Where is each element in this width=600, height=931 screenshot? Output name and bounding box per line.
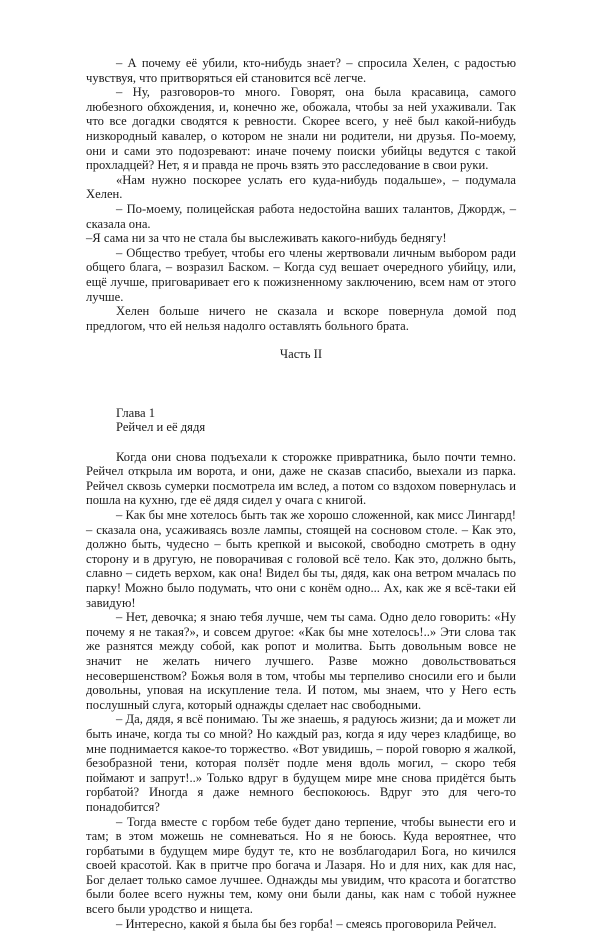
document-page — [86, 56, 516, 931]
paragraph: – Нет, девочка; я знаю тебя лучше, чем ты сама. Одно дело говорить: «Ну почему я не такая?», и совсем другое: «Как бы мне хотелось!..» Эти слова так же разнятся между собой, как ропот и молитва. Быть довольным вовсе не значит не желать ничего лучшего. Разве можно довольствоваться несовершенством? Божья воля в том, чтобы мы терпеливо сносили его и были довольны, уповая на искупление тела. И потом, мы знаем, что у Него есть послушный слуга, который однажды сделает нас свободными. — [86, 610, 516, 712]
paragraph: – По-моему, полицейская работа недостойна ваших талантов, Джордж, – сказала она. — [86, 201, 516, 231]
paragraph: – Ну, разговоров-то много. Говорят, она была красавица, самого любезного обхождения, и, конечно же, обожала, чтобы за ней ухаживали. Так что все догадки сводятся к ревности. Скорее всего, у неё был какой-нибудь низкородный кавалер, о котором не знали ни родители, ни друзья. По-моему, они и сами это подозревают: иначе почему поиски убийцы ведутся с такой прохладцей? Нет, я и правда не прочь взять это расследование в свои руки. — [86, 85, 516, 173]
paragraph: «Нам нужно поскорее услать его куда-нибудь подальше», – подумала Хелен. — [86, 172, 516, 202]
paragraph: Хелен больше ничего не сказала и вскоре повернула домой под предлогом, что ей нельзя надолго оставлять больного брата. — [86, 304, 516, 333]
chapter-heading — [86, 406, 516, 435]
paragraph: – Интересно, какой я была бы без горба! – смеясь проговорила Рейчел. — [116, 916, 497, 931]
chapter-number: Глава 1 — [116, 405, 156, 420]
chapter-title: Рейчел и её дядя — [116, 420, 206, 435]
paragraph: – А почему её убили, кто-нибудь знает? – спросила Хелен, с радостью чувствуя, что притворяться ей становится всё легче. — [86, 56, 516, 85]
paragraph: –Я сама ни за что не стала бы выслеживать какого-нибудь беднягу! — [86, 231, 447, 246]
paragraph: – Да, дядя, я всё понимаю. Ты же знаешь, я радуюсь жизни; да и может ли быть иначе, когда ты со мной? Но каждый раз, когда я иду через кладбище, во мне поднимается какое-то торжество. «Вот увидишь, – порой говорю я жалкой, безобразной тени, которая ползёт подле меня вдоль могил, – скоро тебя поймают и запрут!..» Только вдруг в будущем мире мне снова придётся быть горбатой? Иногда я даже немного беспокоюсь. Вдруг это для чего-то понадобится? — [86, 712, 516, 814]
paragraph: – Как бы мне хотелось быть так же хорошо сложенной, как мисс Лингард! – сказала она, усаживаясь возле лампы, стоящей на сосновом столе. – Как это, должно быть, чудесно – быть крепкой и высокой, свободно смотреть в одну сторону и в другую, не поворачивая с головой всё тело. Как это, должно быть, славно – сидеть верхом, как она! Видел бы ты, дядя, как она ветром мчалась по парку! Можно было подумать, что они с конём одно... Ах, как же я всё-таки ей завидую! — [86, 508, 516, 610]
part-title: Часть II — [279, 347, 323, 362]
paragraph: Когда они снова подъехали к сторожке привратника, было почти темно. Рейчел открыла им ворота, и они, даже не сказав спасибо, выехали из парка. Рейчел сквозь сумерки посмотрела им вслед, а потом со вздохом повернулась и пошла на кухню, где её дядя сидел у очага с книгой. — [86, 449, 516, 508]
spacer — [86, 435, 516, 450]
paragraph: – Общество требует, чтобы его члены жертвовали личным выбором ради общего блага, – возразил Баском. – Когда суд вешает очередного убийцу, или, ещё лучше, приговаривает его к пожизненному заключению, всем нам от этого лучше. — [86, 245, 516, 304]
paragraph: – Тогда вместе с горбом тебе будет дано терпение, чтобы вынести его и там; в этом можешь не сомневаться. Но я не боюсь. Куда вероятнее, что горбатыми в будущем мире будут те, кто не возблагодарил Бога, но кичился своей красотой. Как в притче про богача и Лазаря. Но и для них, как для нас, Бог делает только самое лучшее. Однажды мы увидим, что красота и богатство были более всего нужны тем, кому они были даны, как нам с тобой нужнее всего были уродство и нищета. — [86, 814, 516, 917]
